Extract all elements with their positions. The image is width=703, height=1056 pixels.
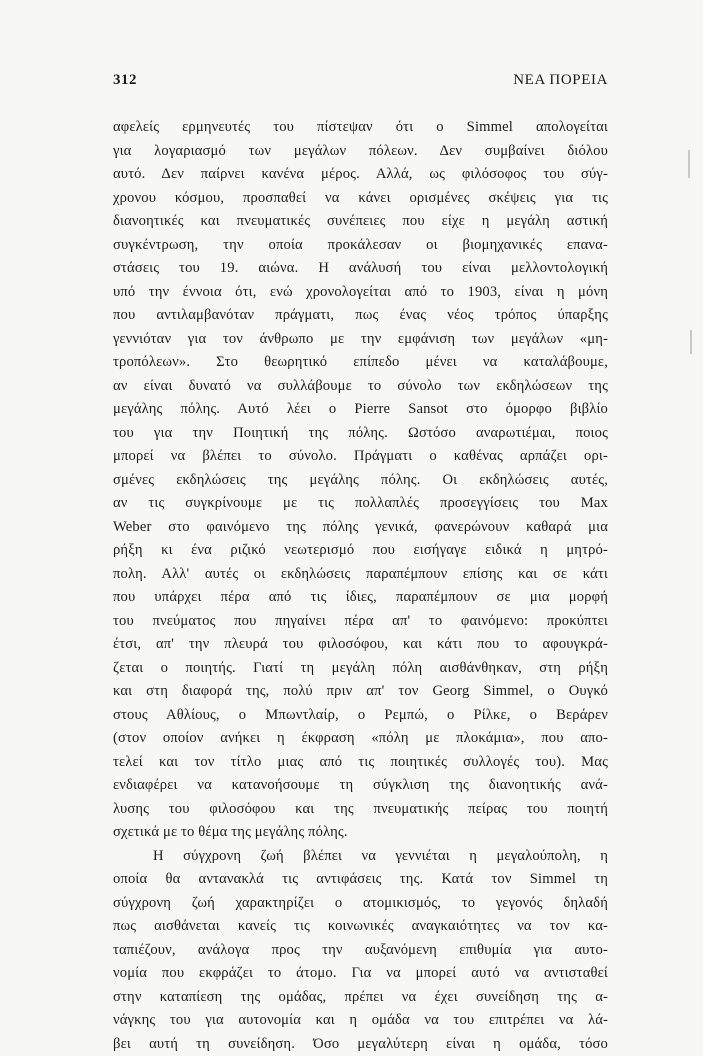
- text-line: σχετικά με το θέμα της μεγάλης πόλης.: [113, 821, 608, 845]
- text-line: χρονου κόσμου, προσπαθεί να κάνει ορισμένες σκέψεις για τις: [113, 187, 608, 211]
- margin-scan-mark: [688, 150, 690, 178]
- text-line: στην καταπίεση της ομάδας, πρέπει να έχει συνείδηση της α-: [113, 986, 608, 1010]
- margin-scan-mark: [690, 330, 692, 354]
- text-line: στάσεις του 19. αιώνα. Η ανάλυσή του είναι μελλοντολογική: [113, 257, 608, 281]
- text-line: συγκέντρωση, την οποία προκάλεσαν οι βιομηχανικές επανα-: [113, 234, 608, 258]
- text-line: αφελείς ερμηνευτές του πίστεψαν ότι ο Simmel απολογείται: [113, 116, 608, 140]
- text-line: που υπάρχει πέρα από τις ίδιες, παραπέμπουν σε μια μορφή: [113, 586, 608, 610]
- text-line: νάγκης του για αυτονομία και η ομάδα να του επιτρέπει να λά-: [113, 1009, 608, 1033]
- text-line: ρήξη κι ένα ριζικό νεωτερισμό που εισήγαγε ειδικά η μητρό-: [113, 539, 608, 563]
- text-line: ενδιαφέρει να κατανοήσουμε τη σύγκλιση της διανοητικής ανά-: [113, 774, 608, 798]
- text-line: βει αυτή τη συνείδηση. Όσο μεγαλύτερη είναι η ομάδα, τόσο: [113, 1033, 608, 1056]
- text-line: μπορεί να βλέπει το σύνολο. Πράγματι ο καθένας αρπάζει ορι-: [113, 445, 608, 469]
- text-line: αυτό. Δεν παίρνει κανένα μέρος. Αλλά, ως φιλόσοφος του σύγ-: [113, 163, 608, 187]
- text-line: μεγάλης πόλης. Αυτό λέει ο Pierre Sansot στο όμορφο βιβλίο: [113, 398, 608, 422]
- text-line: πως αισθάνεται κανείς τις κοινωνικές αναγκαιότητες να τον κα-: [113, 915, 608, 939]
- text-line: έτσι, απ' την πλευρά του φιλοσόφου, και κάτι που το αφουγκρά-: [113, 633, 608, 657]
- text-line: οποία θα αντανακλά τις αντιφάσεις της. Κατά τον Simmel τη: [113, 868, 608, 892]
- text-line: αν είναι δυνατό να συλλάβουμε το σύνολο των εκδηλώσεων της: [113, 375, 608, 399]
- page-header: [113, 72, 608, 89]
- text-line: Weber στο φαινόμενο της πόλης γενικά, φανερώνουν καθαρά μια: [113, 516, 608, 540]
- text-line: τελεί και τον τίτλο μιας από τις ποιητικές συλλογές του). Μας: [113, 751, 608, 775]
- text-line: σμένες εκδηλώσεις της μεγάλης πόλης. Οι εκδηλώσεις αυτές,: [113, 469, 608, 493]
- text-line: γεννιόταν για τον άνθρωπο με την εμφάνιση των μεγάλων «μη-: [113, 328, 608, 352]
- text-line: και στη διαφορά της, πολύ πριν απ' τον Georg Simmel, ο Ουγκό: [113, 680, 608, 704]
- text-line: (στον οποίον ανήκει η έκφραση «πόλη με πλοκάμια», που απο-: [113, 727, 608, 751]
- running-title: ΝΕΑ ΠΟΡΕΙΑ: [513, 72, 608, 89]
- text-line: στους Αθλίους, ο Μπωντλαίρ, ο Ρεμπώ, ο Ρίλκε, ο Βεράρεν: [113, 704, 608, 728]
- text-line: του πνεύματος που πηγαίνει πέρα απ' το φαινόμενο: προκύπτει: [113, 610, 608, 634]
- text-line: πολη. Αλλ' αυτές οι εκδηλώσεις παραπέμπουν επίσης και σε κάτι: [113, 563, 608, 587]
- text-line: διανοητικές και πνευματικές συνέπειες που είχε η μεγάλη αστική: [113, 210, 608, 234]
- page-number: 312: [113, 72, 137, 89]
- text-line: νομία που εκφράζει το άτομο. Για να μπορεί αυτό να αντισταθεί: [113, 962, 608, 986]
- text-line: λυσης του φιλοσόφου και της πνευματικής πείρας του ποιητή: [113, 798, 608, 822]
- text-line: αν τις συγκρίνουμε με τις πολλαπλές προσεγγίσεις του Max: [113, 492, 608, 516]
- text-line: τροπόλεων». Στο θεωρητικό επίπεδο μένει να καταλάβουμε,: [113, 351, 608, 375]
- text-line: ζεται ο ποιητής. Γιατί τη μεγάλη πόλη αισθάνθηκαν, στη ρήξη: [113, 657, 608, 681]
- text-line: σύγχρονη ζωή χαρακτηρίζει ο ατομικισμός, το γεγονός δηλαδή: [113, 892, 608, 916]
- text-line: για λογαριασμό των μεγάλων πόλεων. Δεν συμβαίνει διόλου: [113, 140, 608, 164]
- text-line: που αντιλαμβανόταν πράγματι, πως ένας νέος τρόπος ύπαρξης: [113, 304, 608, 328]
- body-text: [113, 116, 608, 1056]
- text-line: υπό την έννοια ότι, ενώ χρονολογείται από το 1903, είναι η μόνη: [113, 281, 608, 305]
- text-line: του για την Ποιητική της πόλης. Ωστόσο αναρωτιέμαι, ποιος: [113, 422, 608, 446]
- text-line: ταπιέζουν, ανάλογα προς την αυξανόμενη επιθυμία για αυτο-: [113, 939, 608, 963]
- text-line: Η σύγχρονη ζωή βλέπει να γεννιέται η μεγαλούπολη, η: [113, 845, 608, 869]
